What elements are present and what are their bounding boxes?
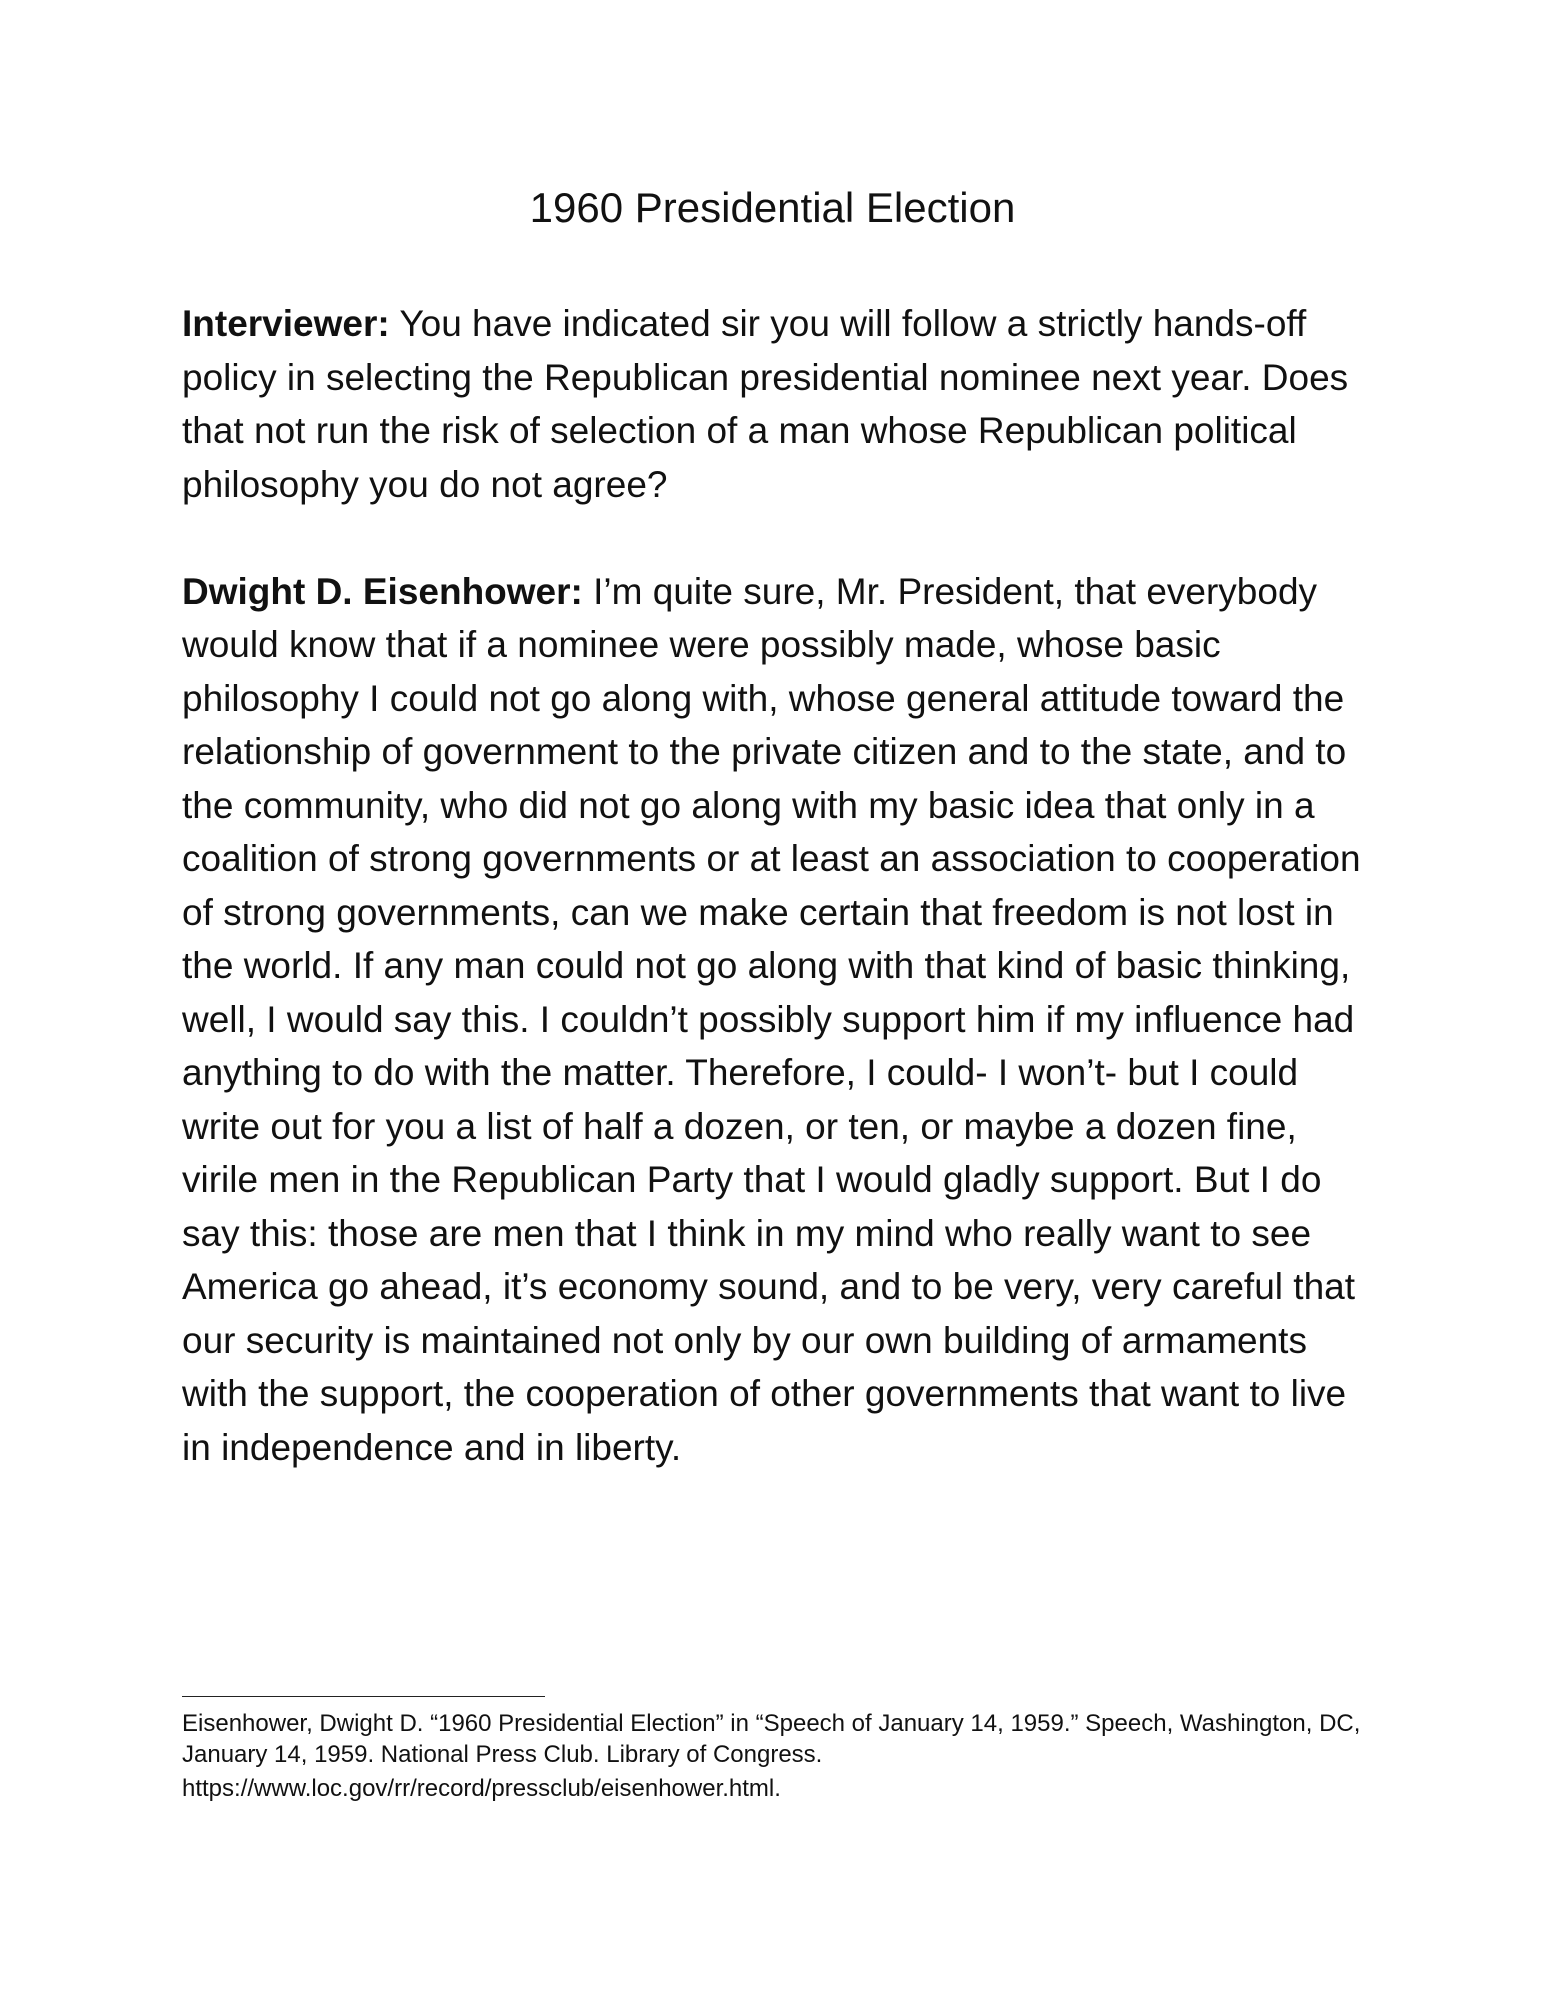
speaker-label-interviewer: Interviewer:: [182, 303, 390, 344]
footnote-url: https://www.loc.gov/rr/record/pressclub/eisenhower.html.: [182, 1775, 781, 1802]
answer-text: I’m quite sure, Mr. President, that everybody would know that if a nominee were possibly made, whose basic philosophy I could not go along with, whose general attitude toward the relationship of government to the private citizen and to the state, and to the community, who did not go along with my basic idea that only in a coalition of strong governments or at least an association to cooperation of strong governments, can we make certain that freedom is not lost in the world. If any man could not go along with that kind of basic thinking, well, I would say this. I couldn’t possibly support him if my influence had anything to do with the matter. Therefore, I could- I won’t- but I could write out for you a list of half a dozen, or ten, or maybe a dozen fine, virile men in the Republican Party that I would gladly support. But I do say this: those are men that I think in my mind who really want to see America go ahead, it’s economy sound, and to be very, very careful that our security is maintained not only by our own building of armaments with the support, the cooperation of other governments that want to live in independence and in liberty.: [182, 570, 1361, 1468]
transcript-body: [182, 297, 1382, 1474]
question-text: You have indicated sir you will follow a strictly hands-off policy in selecting the Republican presidential nominee next year. Does that not run the risk of selection of a man whose Republican political philosophy you do not agree?: [182, 303, 1349, 505]
interviewer-question: [182, 297, 1382, 511]
speaker-label-eisenhower: Dwight D. Eisenhower:: [182, 570, 583, 612]
footnote: [182, 1708, 1382, 1804]
eisenhower-answer: [182, 565, 1382, 1475]
footnote-citation: Eisenhower, Dwight D. “1960 Presidential Election” in “Speech of January 14, 1959.” Speech, Washington, DC, January 14, 1959. National Press Club. Library of Congress.: [182, 1710, 1361, 1768]
document-title: 1960 Presidential Election: [529, 184, 1016, 231]
footnote-separator: [182, 1696, 545, 1697]
